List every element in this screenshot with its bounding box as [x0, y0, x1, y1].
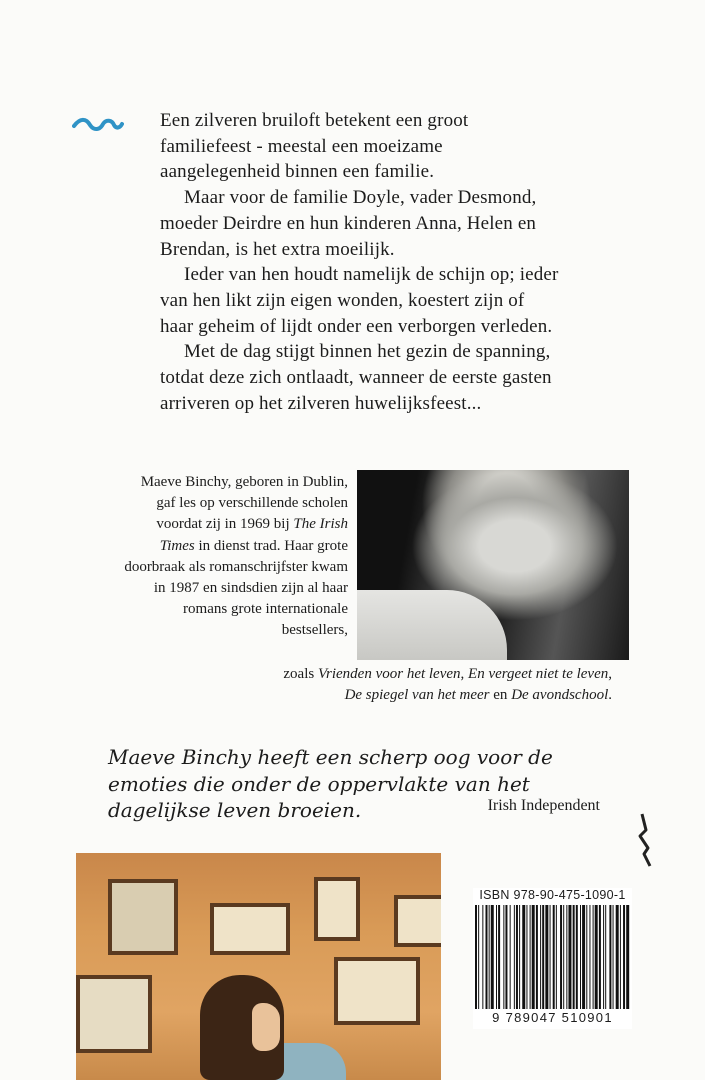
barcode-bar: [510, 905, 511, 1009]
barcode-bar: [566, 905, 567, 1009]
book-title: De spiegel van het meer: [344, 687, 490, 704]
barcode-bar: [609, 905, 611, 1009]
bio-text: ,: [460, 666, 469, 682]
blurb-paragraph: Maar voor de familie Doyle, vader Desmond, moeder Deirdre en hun kinderen Anna, Helen en Brendan, is het extra moeilijk.: [160, 187, 537, 260]
barcode-bar: [626, 905, 629, 1009]
barcode-bar: [613, 905, 614, 1009]
barcode-bar: [605, 905, 606, 1009]
barcode-bar: [616, 905, 619, 1009]
barcode-bar: [586, 905, 587, 1009]
barcode-bar: [573, 905, 575, 1009]
barcode-bar: [505, 905, 507, 1009]
barcode-bar: [519, 905, 520, 1009]
review-source: Irish Independent: [487, 797, 600, 814]
barcode-bar: [503, 905, 504, 1009]
review-quote: Maeve Binchy heeft een scherp oog voor de emoties die onder de oppervlakte van het dagelijkse leven broeien.: [108, 745, 553, 822]
barcode-bar: [532, 905, 535, 1009]
ean-digits: 9 789047 510901: [492, 1010, 613, 1025]
barcode-bar: [553, 905, 555, 1009]
bio-text: en: [489, 687, 512, 704]
barcode-bar: [496, 905, 497, 1009]
author-photo-shoulder: [357, 590, 507, 660]
barcode-bar: [603, 905, 604, 1009]
barcode-bar: [623, 905, 625, 1009]
barcode-bar: [582, 905, 585, 1009]
book-title: Vrienden voor het leven: [317, 666, 461, 682]
girl-figure-face: [252, 1003, 280, 1051]
barcode: [473, 888, 632, 1029]
barcode-bar: [542, 905, 544, 1009]
painting-frame: [334, 957, 420, 1025]
barcode-bar: [576, 905, 578, 1009]
isbn-label: ISBN 978-90-475-1090-1: [479, 888, 626, 902]
cover-illustration: [76, 853, 441, 1080]
wave-fleuron-icon: [72, 116, 124, 134]
bio-text: .: [608, 687, 612, 704]
barcode-bar: [599, 905, 601, 1009]
blurb-paragraph: Een zilveren bruiloft betekent een groot familiefeest - meestal een moeizame aangelegenheid binnen een familie.: [160, 110, 469, 183]
barcode-bar: [491, 905, 494, 1009]
barcode-bar: [595, 905, 598, 1009]
barcode-bar: [563, 905, 564, 1009]
painting-frame: [314, 877, 360, 941]
barcode-bar: [526, 905, 527, 1009]
barcode-bar: [550, 905, 551, 1009]
author-bio-tail: [180, 664, 612, 706]
barcode-bar: [498, 905, 500, 1009]
bio-text: zoals: [283, 666, 318, 682]
blurb-paragraph: Ieder van hen houdt namelijk de schijn op; ieder van hen likt zijn eigen wonden, koestert zijn of haar geheim of lijdt onder een verborgen verleden.: [160, 264, 559, 337]
barcode-bar: [536, 905, 538, 1009]
painting-frame: [394, 895, 441, 947]
feather-icon: [636, 812, 654, 868]
blurb-paragraph: Met de dag stijgt binnen het gezin de spanning, totdat deze zich ontlaadt, wanneer de eerste gasten arriveren op het zilveren huwelijksfeest...: [160, 341, 552, 414]
barcode-bar: [530, 905, 531, 1009]
barcode-bar: [580, 905, 581, 1009]
barcode-bar: [556, 905, 557, 1009]
barcode-bar: [482, 905, 483, 1009]
blurb-text: [160, 108, 560, 416]
painting-frame: [76, 975, 152, 1053]
bio-text: in dienst trad. Haar grote doorbraak als romanschrijfster kwam in 1987 en sindsdien zijn al haar romans grote internationale bestsellers,: [124, 537, 348, 639]
barcode-bar: [514, 905, 515, 1009]
bio-text: Maeve Binchy, geboren in Dublin, gaf les op verschillende scholen voordat zij in 1969 bij: [140, 474, 348, 533]
barcode-bar: [589, 905, 590, 1009]
barcode-bar: [486, 905, 488, 1009]
barcode-bar: [620, 905, 621, 1009]
barcode-bars: [475, 905, 630, 1009]
barcode-bar: [516, 905, 518, 1009]
barcode-bar: [478, 905, 479, 1009]
barcode-bar: [593, 905, 594, 1009]
author-bio: [120, 472, 348, 642]
book-title: En vergeet niet te leven: [468, 666, 609, 682]
barcode-bar: [522, 905, 525, 1009]
barcode-bar: [560, 905, 562, 1009]
book-title: De avondschool: [511, 687, 609, 704]
newspaper-title: The Irish Times: [159, 516, 348, 554]
bio-text: ,: [608, 666, 612, 682]
barcode-bar: [475, 905, 477, 1009]
painting-frame: [210, 903, 290, 955]
barcode-bar: [489, 905, 490, 1009]
barcode-bar: [545, 905, 548, 1009]
barcode-bar: [540, 905, 541, 1009]
author-photo: [357, 470, 629, 660]
painting-frame: [108, 879, 178, 955]
barcode-bar: [568, 905, 571, 1009]
